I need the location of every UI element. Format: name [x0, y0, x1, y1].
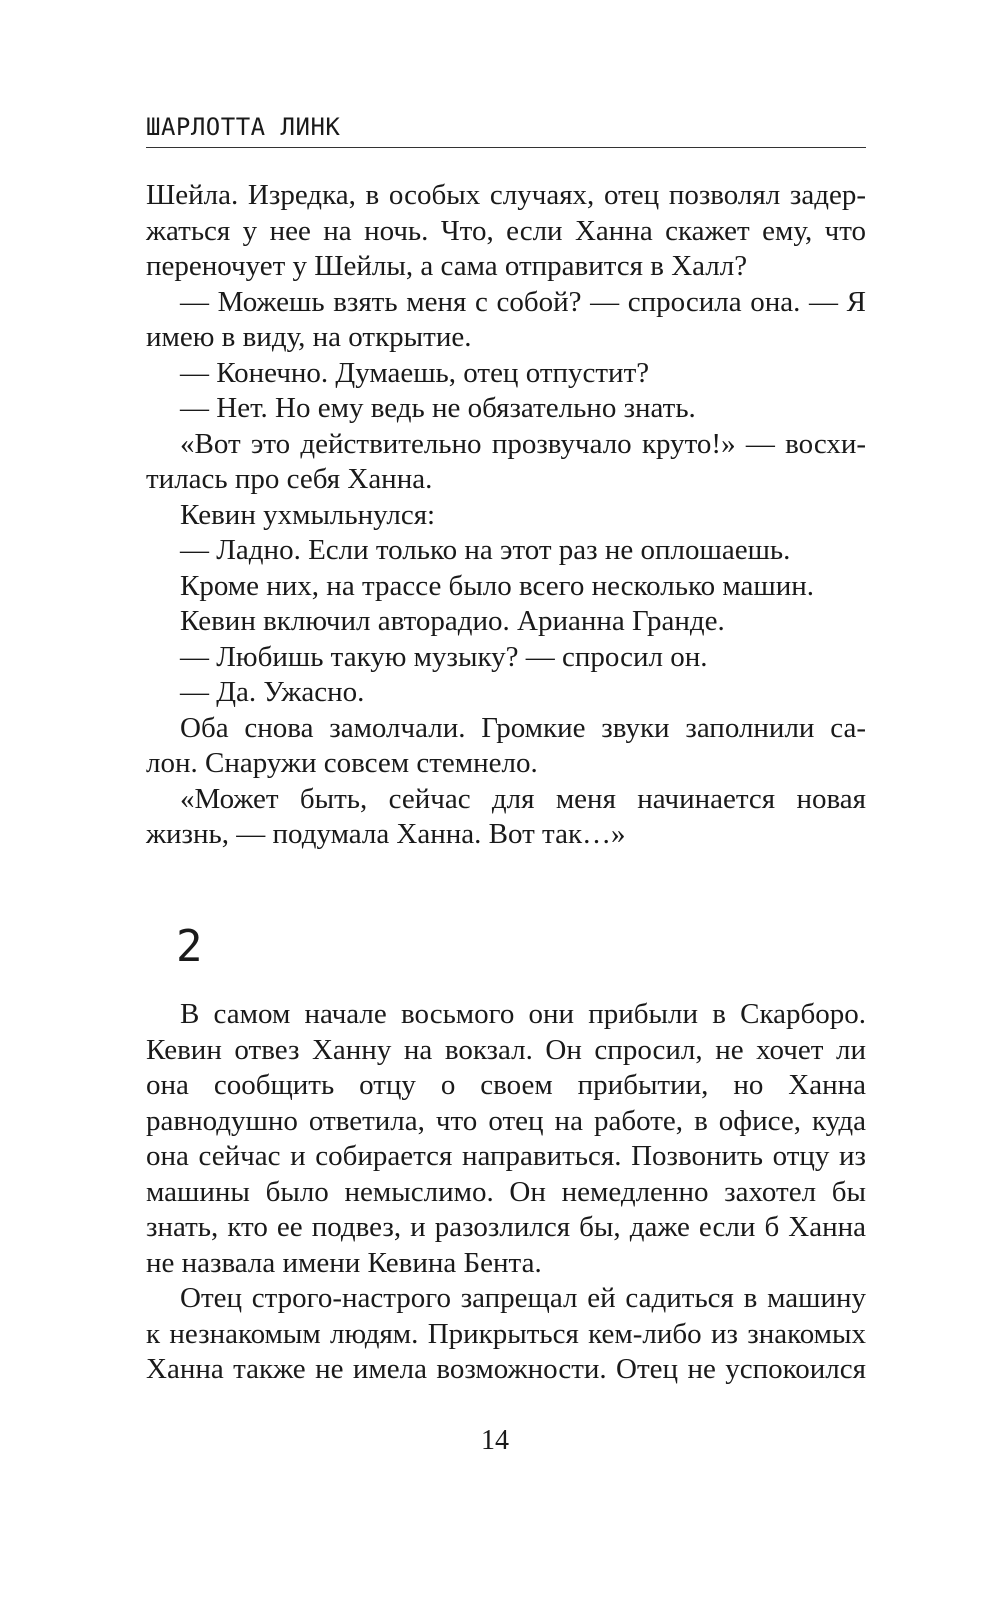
running-head-author: ШАРЛОТТА ЛИНК — [146, 113, 341, 141]
dialogue-line: — Да. Ужасно. — [180, 676, 365, 708]
paragraph: «Может быть, сейчас для меня начинается новая жизнь, — подумала Ханна. Вот так…» — [146, 782, 866, 850]
paragraph: Оба снова замолчали. Громкие звуки заполнили са-лон. Снаружи совсем стемнело. — [146, 711, 866, 779]
paragraph: Кроме них, на трассе было всего несколько машин. — [180, 569, 814, 602]
dialogue-line: — Можешь взять меня с собой? — спросила она. — Я имею в виду, на открытие. — [146, 285, 866, 353]
paragraph: Кевин включил авторадио. Арианна Гранде. — [180, 605, 725, 637]
dialogue-line: — Ладно. Если только на этот раз не оплошаешь. — [180, 534, 791, 566]
paragraph: Шейла. Изредка, в особых случаях, отец позволял задер-жаться у нее на ночь. Что, если Ханна скажет ему, что переночует у Шейлы, а сама отправится в Халл? — [146, 179, 866, 282]
text-block-before-chapter — [146, 178, 866, 853]
dialogue-line: — Любишь такую музыку? — спросил он. — [180, 640, 708, 673]
chapter-number: 2 — [176, 921, 203, 972]
dialogue-line: — Конечно. Думаешь, отец отпустит? — [180, 356, 650, 389]
paragraph: В самом начале восьмого они прибыли в Скарборо. Кевин отвез Ханну на вокзал. Он спросил, не хочет ли она сообщить отцу о своем прибытии, но Ханна равнодушно ответила, что отец на работе, в офисе, куда она сейчас и собирается направиться. Позвонить отцу из машины было немыслимо. Он немедленно захотел бы знать, кто ее подвез, и разозлился бы, даже если б Ханна не назвала имени Кевина Бента. — [146, 998, 866, 1279]
text-block-chapter-2 — [146, 997, 866, 1388]
paragraph: Отец строго-настрого запрещал ей садиться в машину к незнакомым людям. Прикрыться кем-либо из знакомых Ханна также не имела возможности. Отец не успокоился — [146, 1282, 866, 1385]
paragraph: Кевин ухмыльнулся: — [180, 498, 436, 531]
header-rule — [146, 147, 866, 148]
page-number: 14 — [481, 1425, 509, 1456]
dialogue-line: — Нет. Но ему ведь не обязательно знать. — [180, 392, 696, 424]
paragraph: «Вот это действительно прозвучало круто!» — восхи-тилась про себя Ханна. — [146, 427, 866, 495]
